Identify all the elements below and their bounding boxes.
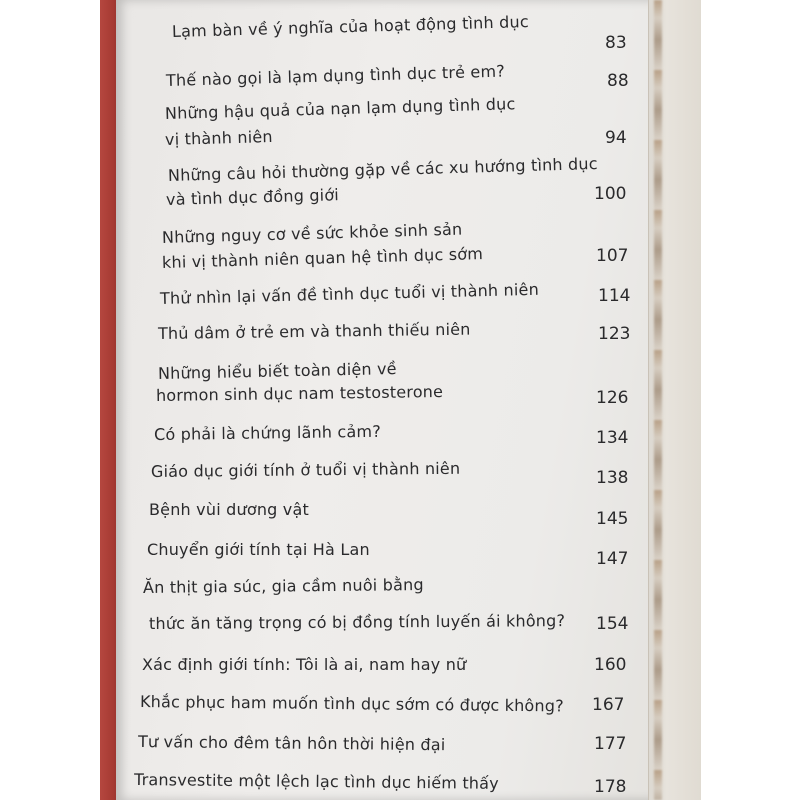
toc-entry-page: 147	[596, 549, 629, 569]
toc-entry-page: 167	[592, 695, 625, 715]
toc-entry-page: 94	[605, 128, 627, 148]
toc-entry-title: Chuyển giới tính tại Hà Lan	[147, 540, 370, 559]
toc-entry-title: Ăn thịt gia súc, gia cầm nuôi bằng	[142, 575, 424, 597]
toc-entry-title: Thủ dâm ở trẻ em và thanh thiếu niên	[157, 319, 471, 343]
toc-entry-page: 138	[596, 468, 629, 488]
toc-entry-title: Những câu hỏi thường gặp về các xu hướng tình dục	[167, 154, 598, 185]
toc-entry-page: 154	[596, 614, 629, 634]
toc-entry-title: Có phải là chứng lãnh cảm?	[153, 421, 382, 444]
toc-entry-page: 145	[596, 509, 629, 529]
toc-entry-page: 88	[607, 71, 629, 91]
toc-entry-page: 114	[598, 286, 631, 306]
toc-entry-page: 100	[594, 184, 627, 204]
toc-entry-title: thức ăn tăng trọng có bị đồng tính luyến ái không?	[148, 611, 566, 633]
toc-entry-title: Những hậu quả của nạn lạm dụng tình dục	[164, 94, 516, 123]
toc-entry-title: Khắc phục ham muốn tình dục sớm có được không?	[139, 692, 564, 716]
toc-entry-title: Giáo dục giới tính ở tuổi vị thành niên	[150, 458, 461, 481]
toc-entry-title: Những hiểu biết toàn diện về	[157, 359, 397, 383]
toc-entry-title: Lạm bàn về ý nghĩa của hoạt động tình dục	[171, 12, 530, 41]
toc-entry-page: 134	[596, 428, 629, 448]
toc-entry-title: và tình dục đồng giới	[165, 185, 340, 209]
toc-entry-title: Xác định giới tính: Tôi là ai, nam hay nữ	[142, 655, 467, 674]
toc-entry-title: Tư vấn cho đêm tân hôn thời hiện đại	[137, 732, 446, 755]
toc-entry-title: hormon sinh dục nam testosterone	[155, 381, 444, 405]
toc-entry-title: Thế nào gọi là lạm dụng tình dục trẻ em?	[165, 61, 506, 90]
toc-entry-page: 123	[598, 324, 631, 344]
toc-entry-page: 160	[594, 655, 627, 675]
toc-entry-page: 83	[605, 33, 627, 53]
toc-entry-title: Bệnh vùi dương vật	[149, 500, 309, 519]
toc-entry-title: vị thành niên	[164, 126, 273, 149]
toc-entry-title: Những nguy cơ về sức khỏe sinh sản	[161, 219, 463, 247]
toc-entry-title: Transvestite một lệch lạc tình dục hiếm thấy	[133, 770, 499, 793]
toc-entry-page: 178	[594, 777, 627, 797]
toc-entry-title: khi vị thành niên quan hệ tình dục sớm	[161, 244, 484, 272]
toc-entry-page: 177	[594, 734, 627, 754]
toc-entry-page: 107	[596, 246, 629, 266]
toc-entry-title: Thử nhìn lại vấn đề tình dục tuổi vị thành niên	[159, 279, 540, 308]
toc-entry-page: 126	[596, 388, 629, 408]
